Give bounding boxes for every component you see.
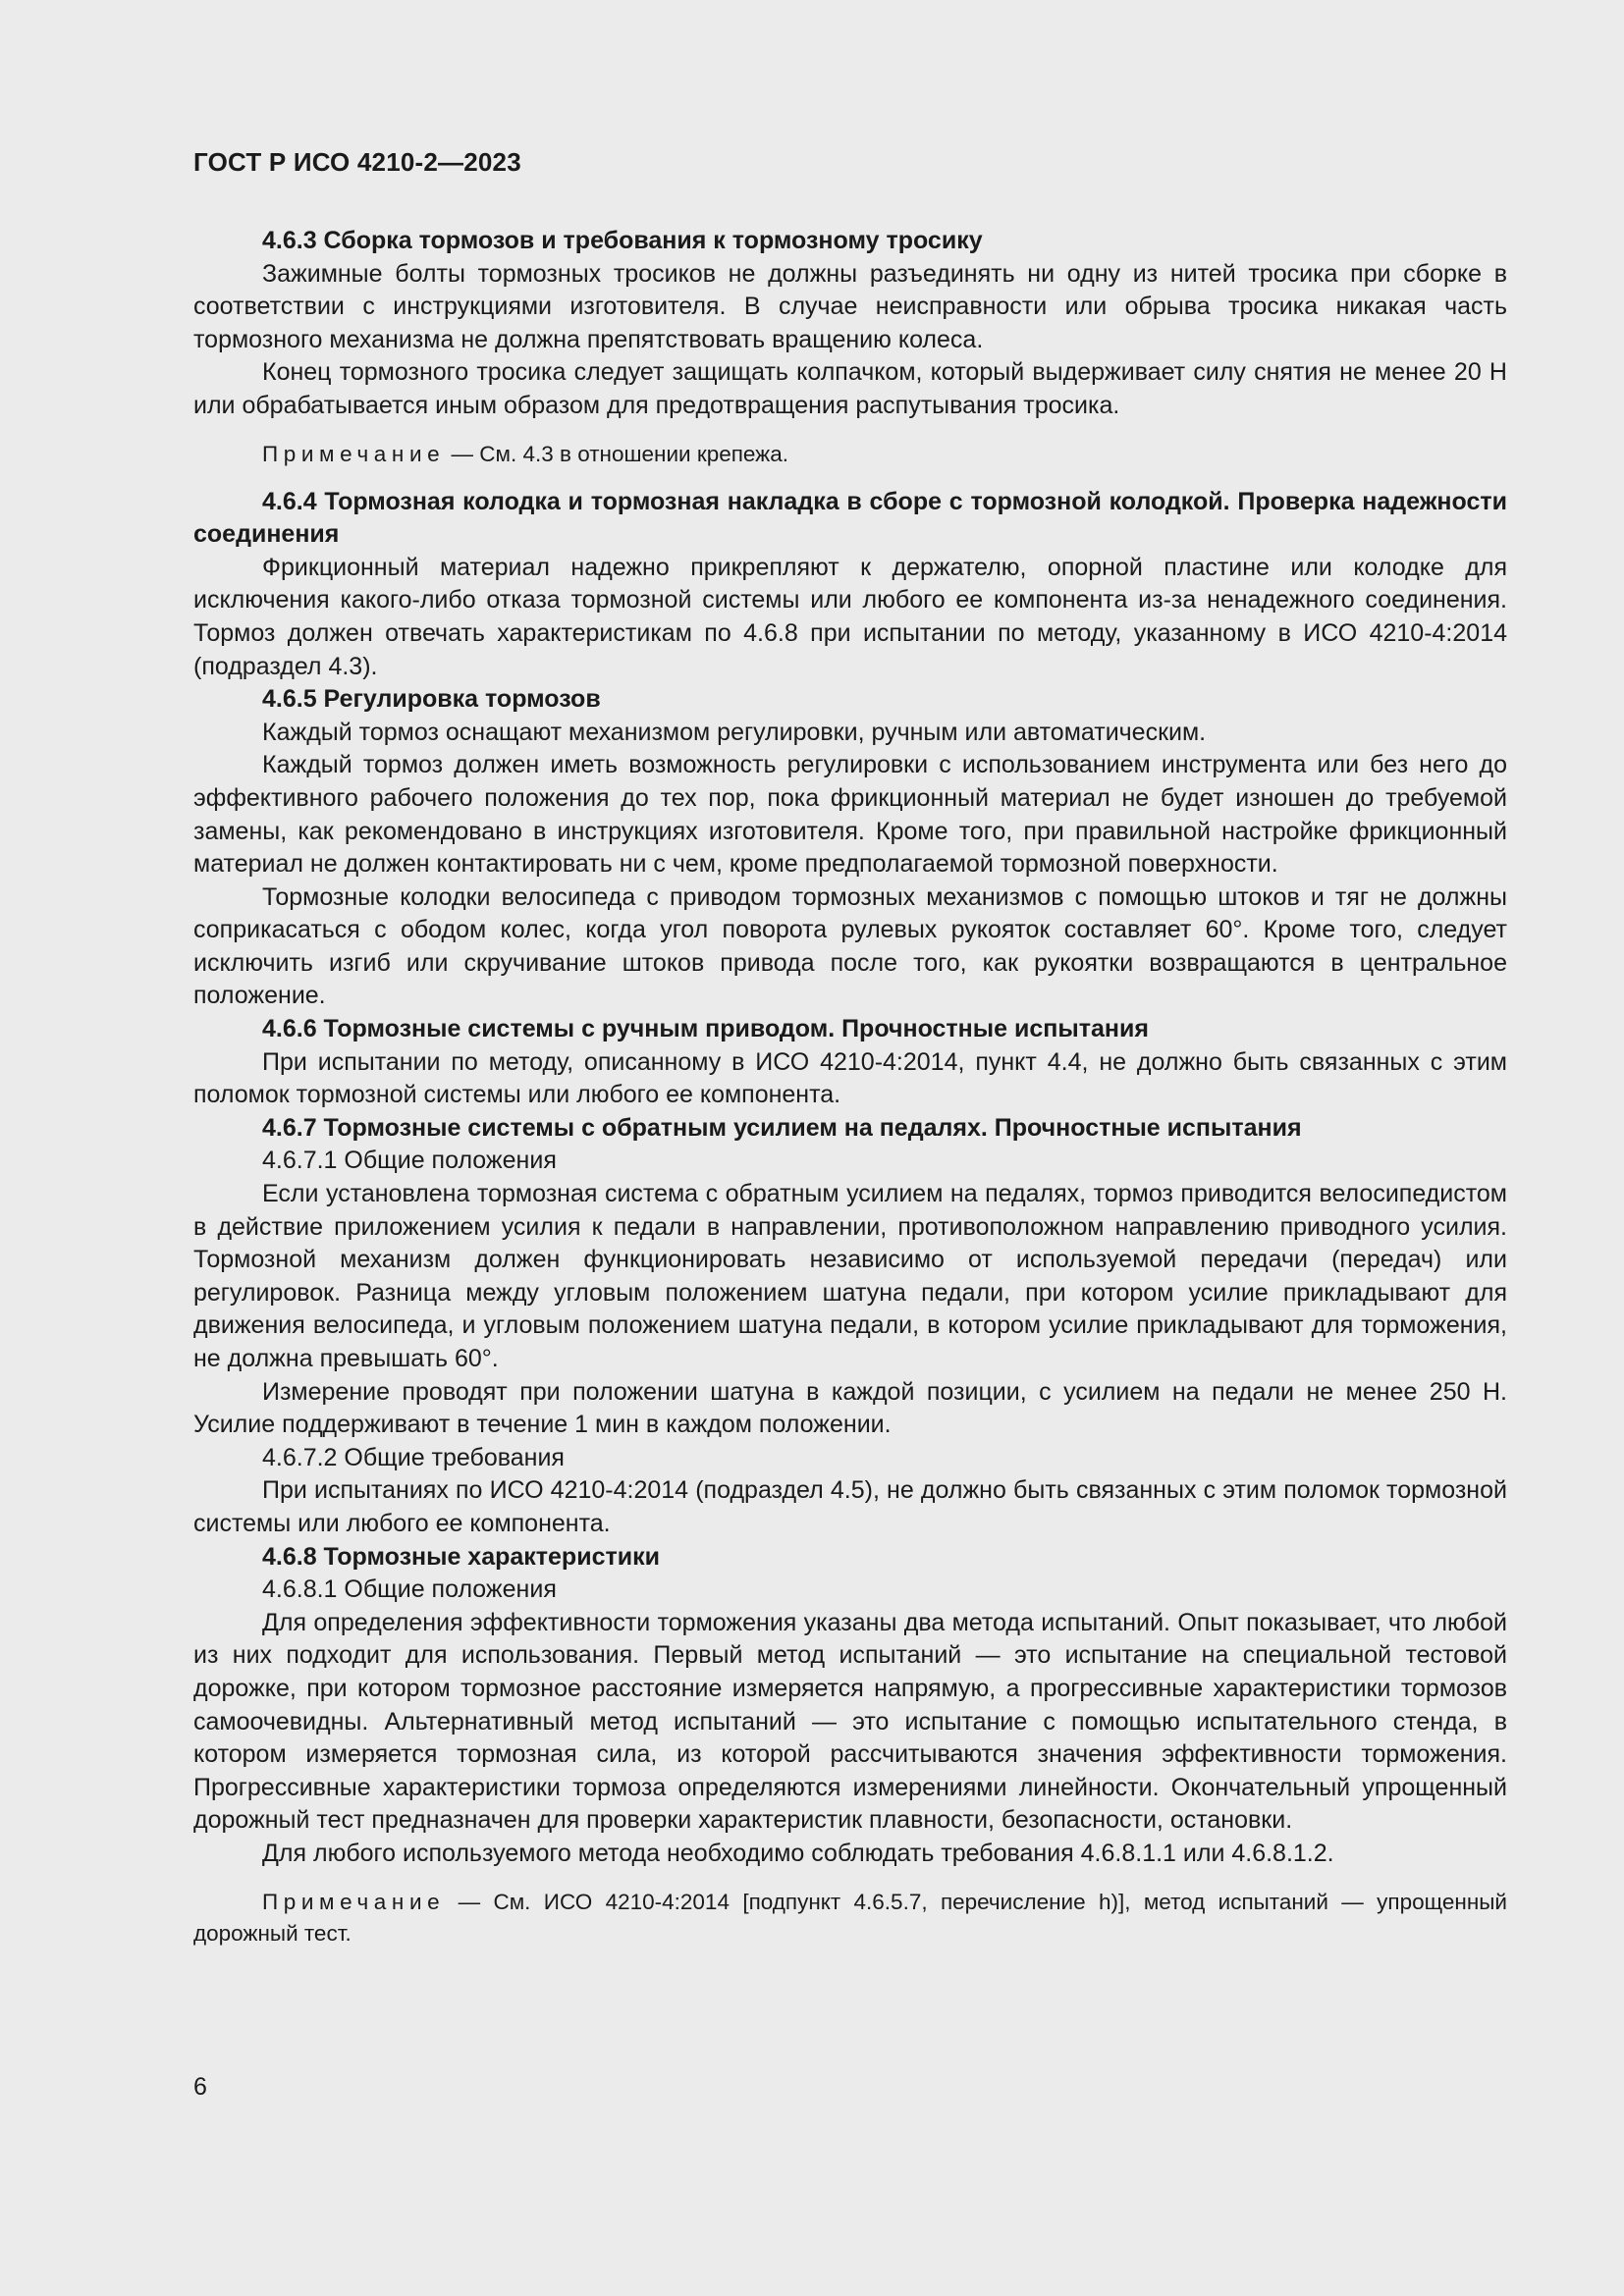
section-heading: 4.6.5 Регулировка тормозов xyxy=(262,685,601,714)
document-body xyxy=(193,225,1507,1965)
section-heading: 4.6.3 Сборка тормозов и требования к тормозному тросику xyxy=(262,227,983,254)
paragraph: 4.6.7.2 Общие требования xyxy=(262,1443,565,1471)
note-text: См. ИСО 4210-4:2014 [подпункт 4.6.5.7, перечисление h)], метод испытаний — упрощенный дорожный тест. xyxy=(193,1889,1507,1946)
paragraph: Каждый тормоз оснащают механизмом регулировки, ручным или автоматическим. xyxy=(262,718,1207,746)
note-label: Примечание xyxy=(262,441,446,466)
note-dash: — xyxy=(445,441,480,466)
paragraph: Фрикционный материал надежно прикрепляют к держателю, опорной пластине или колодке для исключения какого-либо отказа тормозной системы или любого ее компонента из-за ненадежного соединения. Тормоз должен отвечать характеристикам по 4.6.8 при испытании по методу, указанному в ИСО 4210-4:2014 (подраздел 4.3). xyxy=(193,553,1507,680)
paragraph: При испытаниях по ИСО 4210-4:2014 (подраздел 4.5), не должно быть связанных с этим поломок тормозной системы или любого ее компонента. xyxy=(193,1476,1507,1537)
paragraph: Зажимные болты тормозных тросиков не должны разъединять ни одну из нитей тросика при сборке в соответствии с инструкциями изготовителя. В случае неисправности или обрыва тросика никакая часть тормозного механизма не должна препятствовать вращению колеса. xyxy=(193,259,1507,353)
paragraph: 4.6.7.1 Общие положения xyxy=(262,1147,557,1175)
paragraph: Для любого используемого метода необходимо соблюдать требования 4.6.8.1.1 или 4.6.8.1.2. xyxy=(262,1839,1334,1867)
paragraph: 4.6.8.1 Общие положения xyxy=(262,1575,557,1604)
note-dash: — xyxy=(445,1889,494,1914)
section-heading: 4.6.8 Тормозные характеристики xyxy=(262,1542,660,1571)
paragraph: Конец тормозного тросика следует защищать колпачком, который выдерживает силу снятия не менее 20 Н или обрабатывается иным образом для предотвращения распутывания тросика. xyxy=(193,358,1507,419)
paragraph: При испытании по методу, описанному в ИСО 4210-4:2014, пункт 4.4, не должно быть связанных с этим поломок тормозной системы или любого ее компонента. xyxy=(193,1047,1507,1109)
note xyxy=(193,1887,1507,1949)
note-label: Примечание xyxy=(262,1889,446,1914)
page-number: 6 xyxy=(193,2073,207,2101)
section-heading: 4.6.6 Тормозные системы с ручным приводом. Прочностные испытания xyxy=(262,1015,1149,1043)
section-heading: 4.6.4 Тормозная колодка и тормозная накладка в сборе с тормозной колодкой. Проверка надежности соединения xyxy=(193,487,1507,549)
note xyxy=(193,439,1507,470)
note-text: См. 4.3 в отношении крепежа. xyxy=(479,441,788,466)
paragraph: Каждый тормоз должен иметь возможность регулировки с использованием инструмента или без него до эффективного рабочего положения до тех пор, пока фрикционный материал не будет изношен до требуемой замены, как рекомендовано в инструкциях изготовителя. Кроме того, при правильной настройке фрикционный материал не должен контактировать ни с чем, кроме предполагаемой тормозной поверхности. xyxy=(193,751,1507,879)
paragraph: Измерение проводят при положении шатуна в каждой позиции, с усилием на педали не менее 250 Н. Усилие поддерживают в течение 1 мин в каждом положении. xyxy=(193,1377,1507,1439)
document-header-code: ГОСТ Р ИСО 4210-2—2023 xyxy=(193,147,521,177)
paragraph: Тормозные колодки велосипеда с приводом тормозных механизмов с помощью штоков и тяг не должны соприкасаться с ободом колес, когда угол поворота рулевых рукояток составляет 60°. Кроме того, следует исключить изгиб или скручивание штоков привода после того, как рукоятки возвращаются в центральное положение. xyxy=(193,882,1507,1010)
section-heading: 4.6.7 Тормозные системы с обратным усилием на педалях. Прочностные испытания xyxy=(262,1113,1302,1142)
paragraph: Для определения эффективности торможения указаны два метода испытаний. Опыт показывает, что любой из них подходит для использования. Первый метод испытаний — это испытание на специальной тестовой дорожке, при котором тормозное расстояние измеряется напрямую, а прогрессивные характеристики тормозов самоочевидны. Альтернативный метод испытаний — это испытание с помощью испытательного стенда, в котором измеряется тормозная сила, из которой рассчитываются значения эффективности торможения. Прогрессивные характеристики тормоза определяются измерениями линейности. Окончательный упрощенный дорожный тест предназначен для проверки характеристик плавности, безопасности, остановки. xyxy=(193,1608,1507,1835)
paragraph: Если установлена тормозная система с обратным усилием на педалях, тормоз приводится велосипедистом в действие приложением усилия к педали в направлении, противоположном направлению приводного усилия. Тормозной механизм должен функционировать независимо от используемой передачи (передач) или регулировок. Разница между угловым положением шатуна педали, при котором усилие прикладывают для движения велосипеда, и угловым положением шатуна педали, в котором усилие прикладывают для торможения, не должна превышать 60°. xyxy=(193,1180,1507,1372)
